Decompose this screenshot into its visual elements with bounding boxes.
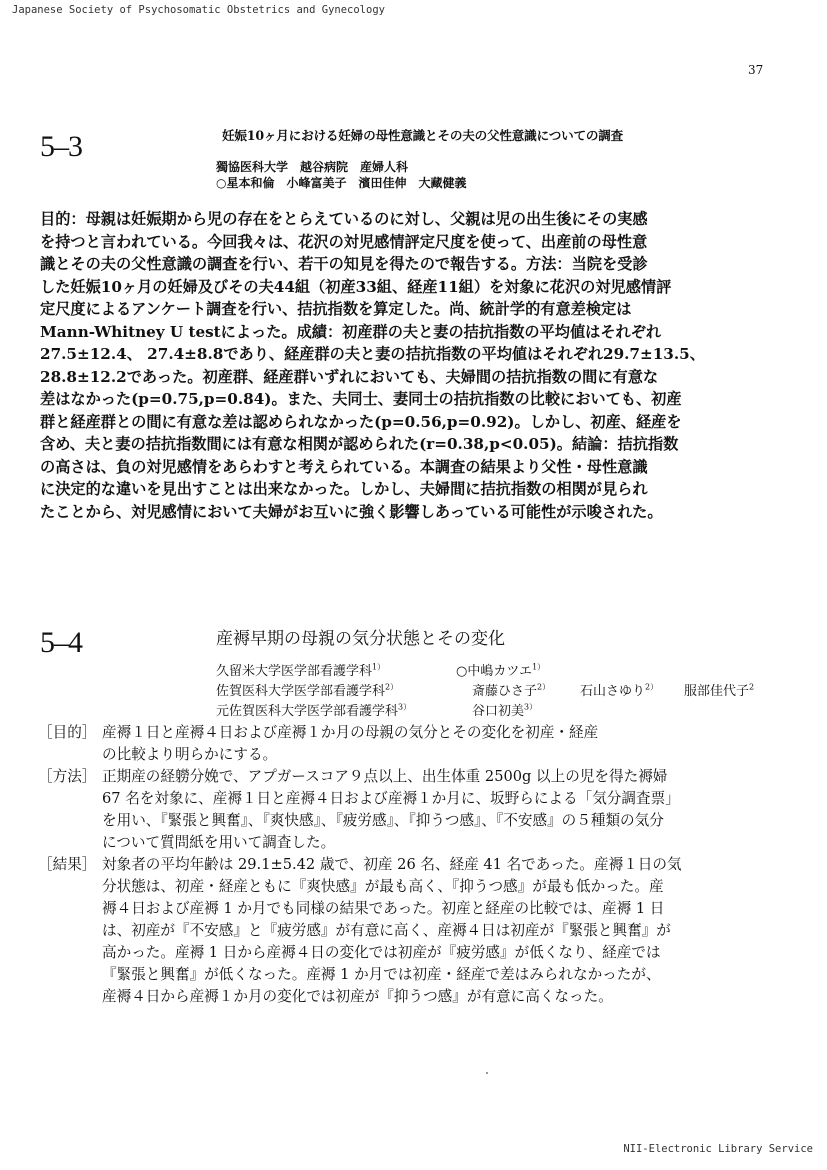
author-nakashima — [456, 660, 545, 679]
body-line: に決定的な違いを見出すことは出来なかった。しかし、夫婦間に拮抗指数の相関が見られ — [40, 480, 648, 498]
affiliation-row-2 — [216, 680, 398, 699]
body-line: Mann-Whitney U testによった。成績：初産群の夫と妻の拮抗指数の平均値はそれぞれ — [40, 322, 662, 341]
author-name: 谷口初美 — [472, 704, 525, 719]
affiliation-name: 久留米大学医学部看護学科 — [216, 664, 373, 679]
author-name: 石山さゆり — [580, 684, 646, 699]
section-paragraph — [38, 854, 778, 1008]
author-mark: 2） — [645, 682, 659, 692]
abstract-number-5-4: 5–4 — [40, 626, 82, 659]
body-line: を用い、『緊張と興奮』、『爽快感』、『疲労感』、『抑うつ感』、『不安感』の５種類の気分 — [102, 812, 664, 829]
abstract-title-5-4: 産褥早期の母親の気分状態とその変化 — [216, 629, 505, 649]
author-saito — [472, 680, 550, 699]
section-text — [102, 722, 778, 766]
author-name: ○中嶋カツエ — [456, 664, 533, 679]
footer-service: NII-Electronic Library Service — [623, 1143, 813, 1155]
affiliation-block-5-3 — [216, 159, 466, 191]
body-line: 27.5±12.4、 27.4±8.8であり、経産群の夫と妻の拮抗指数の平均値はそれぞれ29.7±13.5、 — [40, 345, 705, 363]
body-line: について質問紙を用いて調査した。 — [102, 834, 336, 851]
body-line: は、初産が『不安感』と『疲労感』が有意に高く、産褥４日は初産が『緊張と興奮』が — [102, 922, 671, 939]
author-taniguchi — [472, 700, 537, 719]
abstract-title-5-3: 妊娠10ヶ月における妊婦の母性意識とその夫の父性意識についての調査 — [222, 128, 624, 143]
body-line: 含め、夫と妻の拮抗指数間には有意な相関が認められた(r=0.38,p<0.05)。結論：拮抗指数 — [40, 435, 679, 453]
body-line: 分状態は、初産・経産ともに『爽快感』が最も高く、『抑うつ感』が最も低かった。産 — [102, 878, 664, 895]
section-paragraph — [38, 722, 778, 766]
affiliation-row-1 — [216, 660, 385, 679]
affiliation-name: 佐賀医科大学医学部看護学科 — [216, 684, 386, 699]
author-mark: 2） — [537, 682, 551, 692]
body-line: 差はなかった(p=0.75,p=0.84)。また、夫同士、妻同士の拮抗指数の比較においても、初産 — [40, 390, 682, 408]
body-line: 『緊張と興奮』が低くなった。産褥 1 か月では初産・経産で差はみられなかったが、 — [102, 966, 661, 983]
section-label: ［結果］ — [38, 856, 97, 873]
affiliation-5-3: 獨協医科大学 越谷病院 産婦人科 — [216, 160, 409, 174]
body-line: 67 名を対象に、産褥１日と産褥４日および産褥１か月に、坂野らによる「気分調査票」 — [102, 790, 680, 807]
section-paragraph — [38, 766, 778, 854]
author-name: 斎藤ひさ子 — [472, 684, 538, 699]
section-text — [102, 766, 778, 854]
body-line: 産褥４日から産褥１か月の変化では初産が『抑うつ感』が有意に高くなった。 — [102, 988, 613, 1005]
author-mark: 2 — [749, 682, 755, 692]
journal-header: Japanese Society of Psychosomatic Obstetrics and Gynecology — [12, 4, 385, 16]
author-name: 服部佳代子 — [684, 684, 750, 699]
body-line: の比較より明らかにする。 — [102, 746, 278, 763]
author-mark: 1） — [532, 662, 546, 672]
author-hattori — [684, 680, 754, 699]
abstract-body-5-4 — [38, 722, 778, 1008]
affiliation-row-3 — [216, 700, 411, 719]
section-label: ［目的］ — [38, 724, 97, 741]
abstract-number-5-3: 5–3 — [40, 130, 82, 163]
page-number: 37 — [748, 63, 764, 77]
affiliation-mark: 1） — [372, 662, 386, 672]
body-line: 定尺度によるアンケート調査を行い、拮抗指数を算定した。尚、統計学的有意差検定は — [40, 300, 632, 318]
body-line: たことから、対児感情において夫婦がお互いに強く影響しあっている可能性が示唆された。 — [40, 502, 663, 521]
body-line: 対象者の平均年齢は 29.1±5.42 歳で、初産 26 名、経産 41 名であった。産褥１日の気 — [102, 856, 682, 873]
body-line: を持つと言われている。今回我々は、花沢の対児感情評定尺度を使って、出産前の母性意 — [40, 232, 648, 251]
affiliation-mark: 3） — [398, 702, 412, 712]
body-line: 識とその夫の父性意識の調査を行い、若干の知見を得たので報告する。方法：当院を受診 — [40, 255, 648, 273]
body-line: 群と経産群との間に有意な差は認められなかった(p=0.56,p=0.92)。しかし、初産、経産を — [40, 412, 682, 431]
body-line: 高かった。産褥 1 日から産褥４日の変化では初産が『疲労感』が低くなり、経産では — [102, 944, 661, 961]
abstract-body-5-3 — [40, 208, 776, 523]
affiliation-name: 元佐賀医科大学医学部看護学科 — [216, 704, 399, 719]
author-mark: 3） — [524, 702, 538, 712]
author-ishiyama — [580, 680, 658, 699]
speck-mark — [486, 1072, 488, 1074]
affiliation-mark: 2） — [385, 682, 399, 692]
body-line: の高さは、負の対児感情をあらわすと考えられている。本調査の結果より父性・母性意識 — [40, 457, 648, 476]
section-text — [102, 854, 778, 1008]
body-line: 目的：母親は妊娠期から児の存在をとらえているのに対し、父親は児の出生後にその実感 — [40, 210, 648, 228]
authors-5-3: ○星本和倫 小峰富美子 濱田佳伸 大藏健義 — [216, 176, 467, 190]
body-line: 正期産の経軂分娩で、アプガースコア９点以上、出生体重 2500g 以上の児を得た褥婦 — [102, 768, 668, 785]
section-label: ［方法］ — [38, 768, 97, 785]
body-line: 褥４日および産褥 1 か月でも同様の結果であった。初産と経産の比較では、産褥 1 日 — [102, 900, 665, 917]
body-line: 産褥１日と産褥４日および産褥１か月の母親の気分とその変化を初産・経産 — [102, 724, 599, 741]
body-line: した妊娠10ヶ月の妊婦及びその夫44組（初産33組、経産11組）を対象に花沢の対児感情評 — [40, 277, 672, 296]
body-line: 28.8±12.2であった。初産群、経産群いずれにおいても、夫婦間の拮抗指数の間に有意な — [40, 367, 659, 386]
